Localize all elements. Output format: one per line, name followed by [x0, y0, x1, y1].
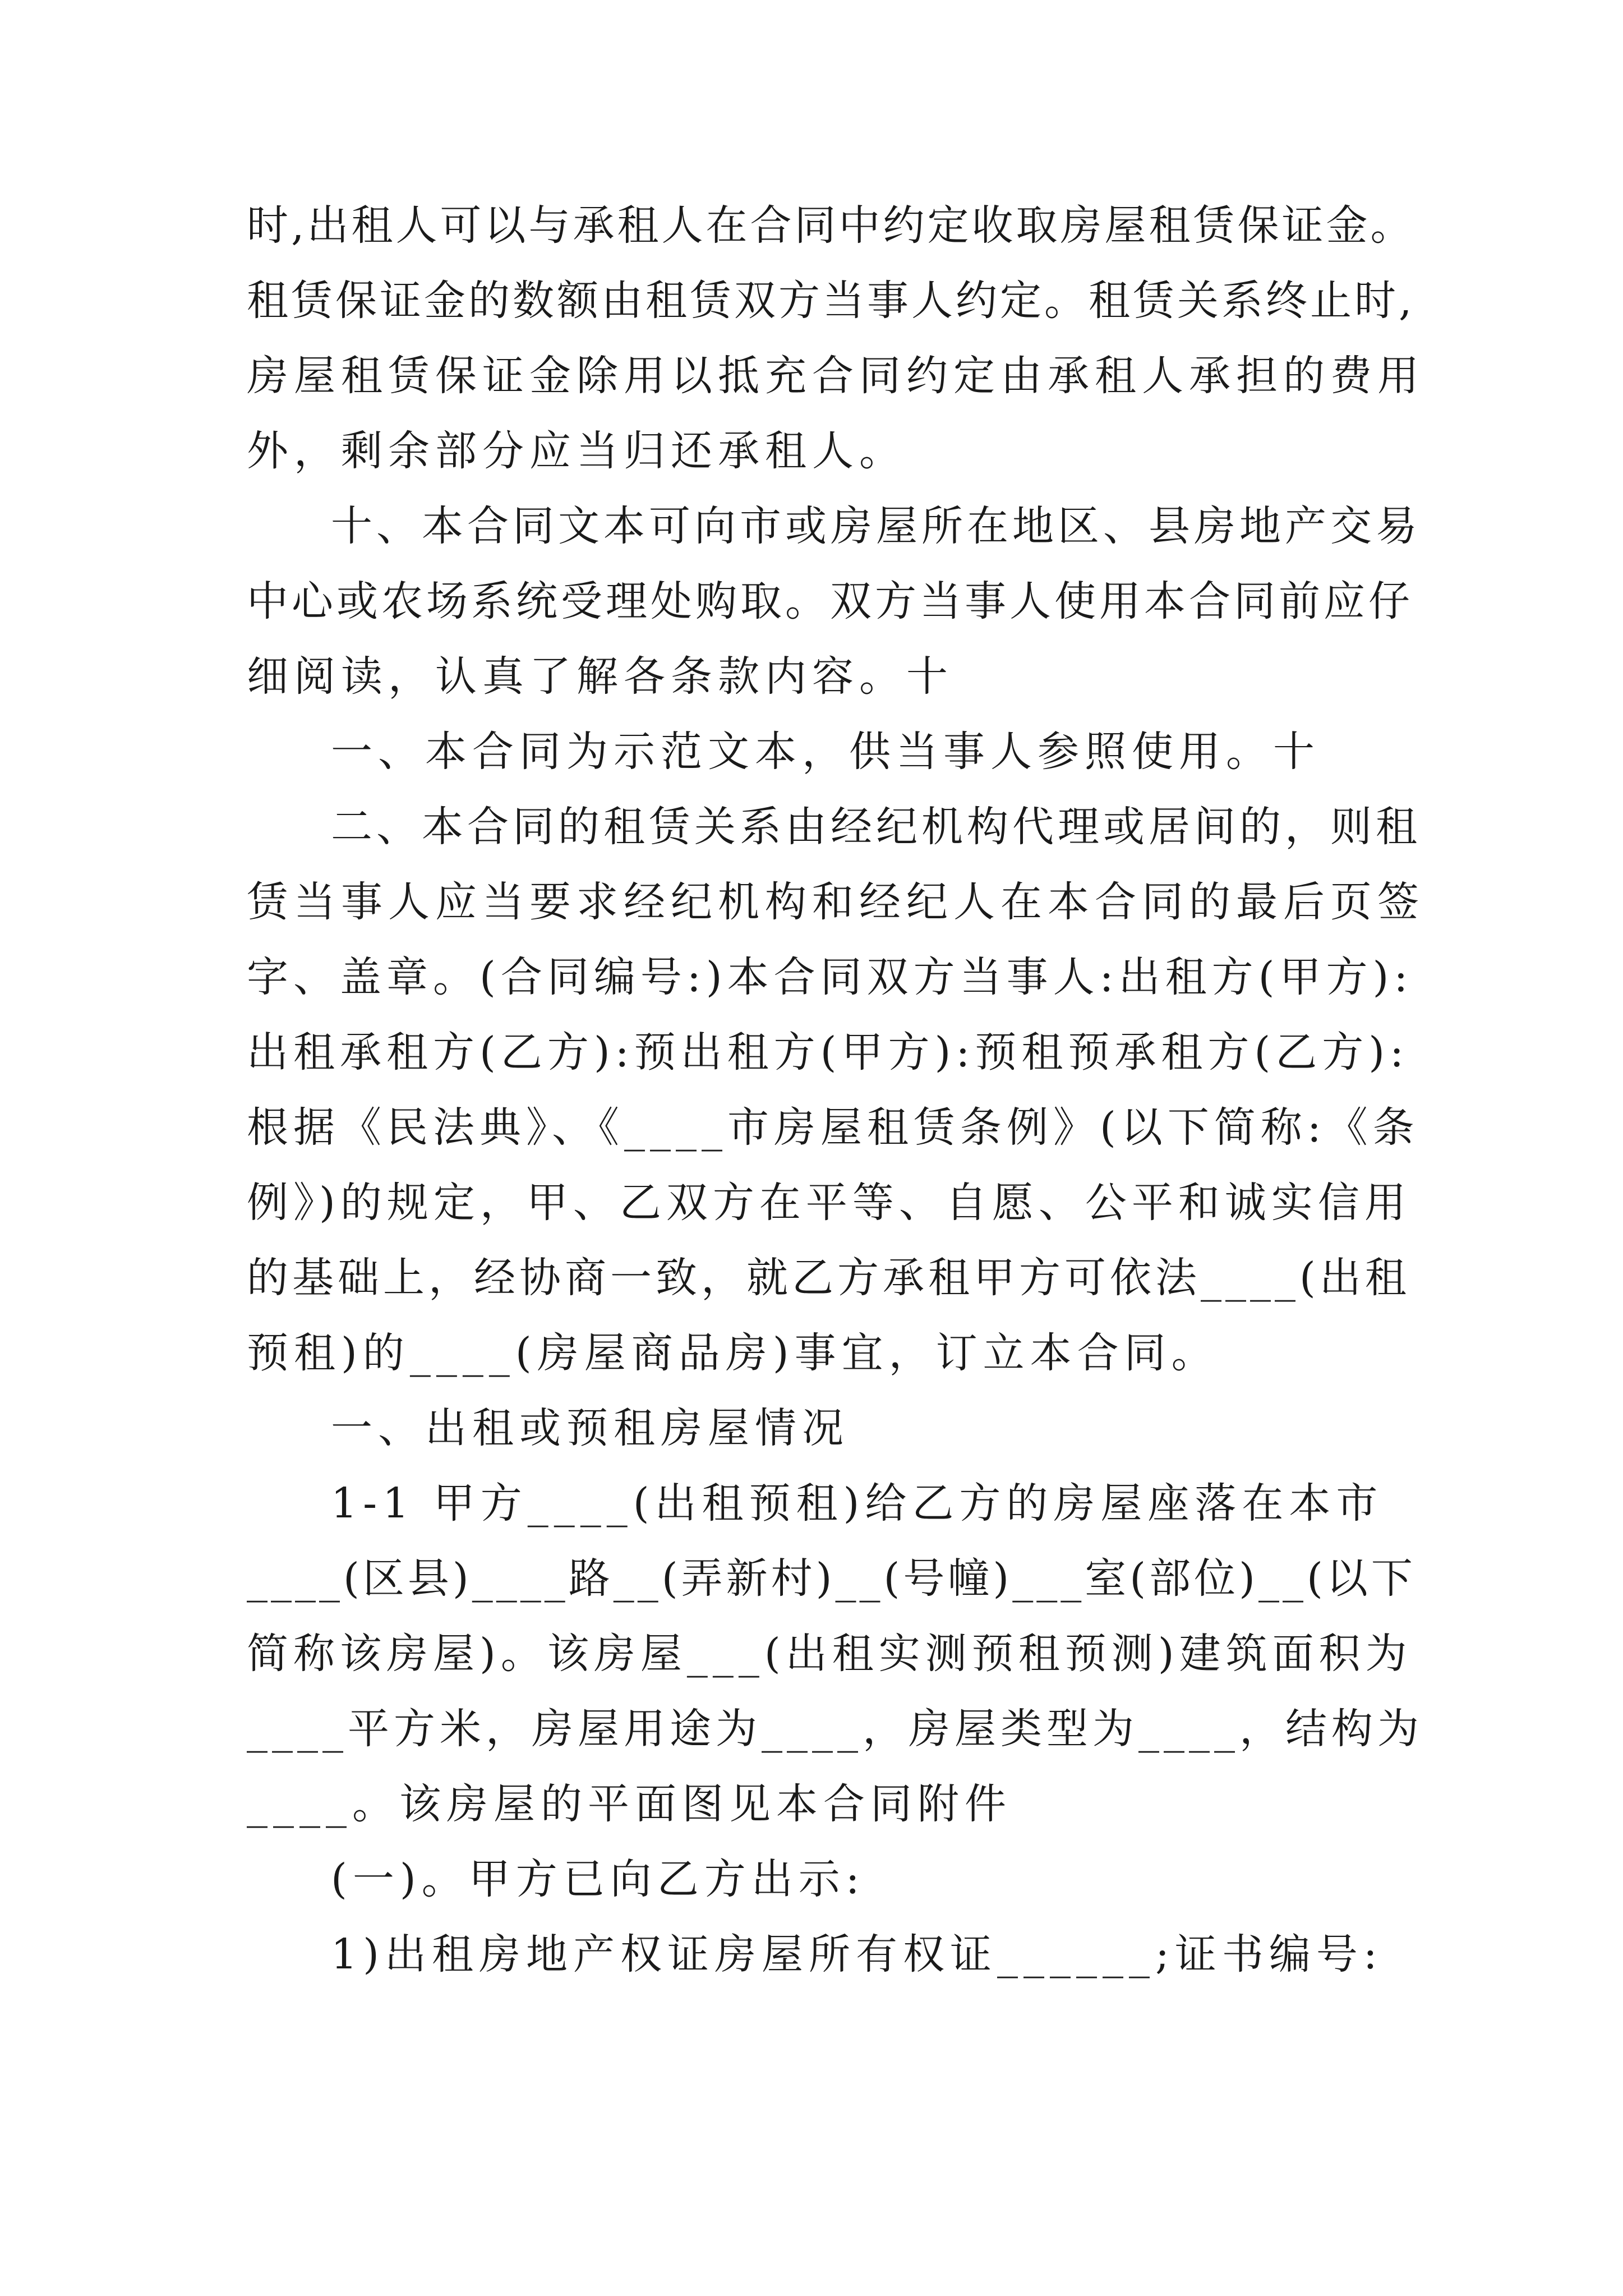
text-line: ____(区县)____路__(弄新村)__(号幢)___室(部位)__(以下	[247, 1554, 1416, 1603]
text-line: 1-1 甲方____(出租预租)给乙方的房屋座落在本市	[331, 1479, 1384, 1527]
text-line: 字、盖章。(合同编号:)本合同双方当事人:出租方(甲方):	[247, 953, 1413, 1001]
text-line: 租赁保证金的数额由租赁双方当事人约定。租赁关系终止时,	[247, 277, 1415, 325]
text-line: ____。该房屋的平面图见本合同附件	[247, 1780, 1012, 1828]
text-line: 预租)的____(房屋商品房)事宜，订立本合同。	[247, 1329, 1219, 1377]
text-line: 出租承租方(乙方):预出租方(甲方):预租预承租方(乙方):	[247, 1028, 1409, 1076]
text-line: 十、本合同文本可向市或房屋所在地区、县房地产交易	[331, 502, 1421, 550]
text-line: 房屋租赁保证金除用以抵充合同约定由承租人承担的费用	[247, 352, 1424, 400]
text-line: 时,出租人可以与承租人在合同中约定收取房屋租赁保证金。	[247, 201, 1415, 250]
text-line: 一、本合同为示范文本，供当事人参照使用。十	[331, 728, 1320, 776]
text-line: 简称该房屋)。该房屋___(出租实测预租预测)建筑面积为	[247, 1630, 1412, 1678]
contract-text-body	[247, 188, 1424, 1992]
text-line: 的基础上，经协商一致，就乙方承租甲方可依法____(出租	[247, 1254, 1410, 1302]
text-line: 二、本合同的租赁关系由经纪机构代理或居间的，则租	[331, 803, 1421, 851]
text-line: 例》)的规定，甲、乙双方在平等、自愿、公平和诚实信用	[247, 1179, 1411, 1227]
text-line: 中心或农场系统受理处购取。双方当事人使用本合同前应仔	[247, 577, 1413, 625]
text-line: ____平方米，房屋用途为____，房屋类型为____，结构为	[247, 1705, 1423, 1753]
text-line: 根据《民法典》、《____市房屋租赁条例》(以下简称:《条	[247, 1103, 1419, 1152]
text-line: 1)出租房地产权证房屋所有权证______;证书编号:	[331, 1930, 1383, 1978]
text-line: 一、出租或预租房屋情况	[331, 1404, 849, 1452]
text-line: 细阅读，认真了解各条款内容。十	[247, 652, 953, 701]
text-line: (一)。甲方已向乙方出示:	[331, 1855, 865, 1903]
text-line: 外，剩余部分应当归还承租人。	[247, 427, 906, 475]
text-line: 赁当事人应当要求经纪机构和经纪人在本合同的最后页签	[247, 878, 1424, 926]
